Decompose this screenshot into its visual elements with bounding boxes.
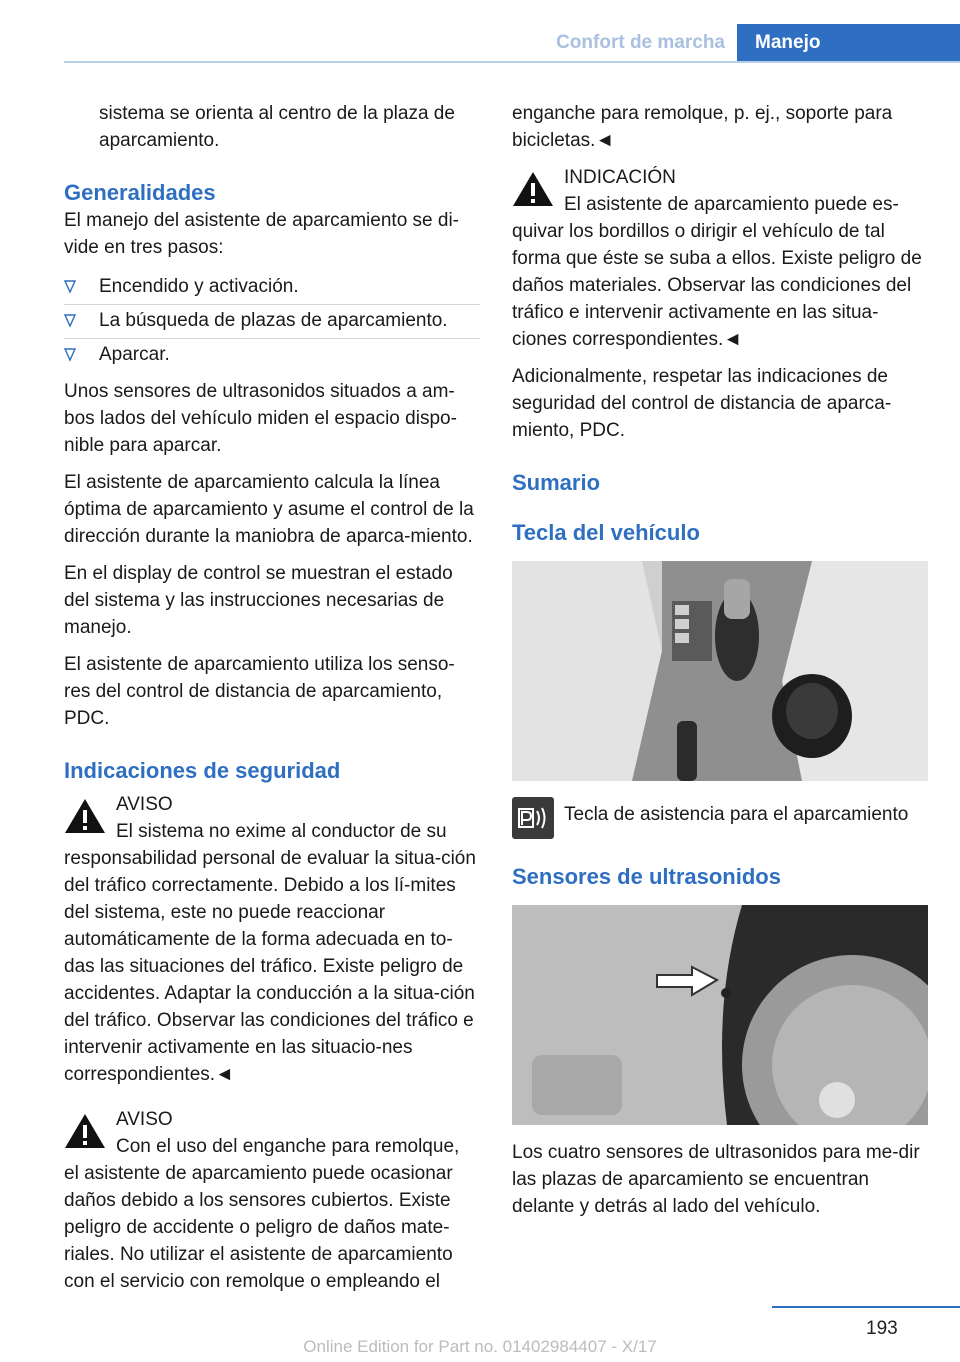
list-item (64, 271, 480, 305)
header-rule (64, 61, 960, 63)
edition-footer: Online Edition for Part no. 01402984407 - X/17 (303, 1337, 657, 1356)
note-block (512, 164, 928, 353)
steps-list (64, 271, 480, 372)
tecla-caption (512, 797, 928, 839)
list-item (64, 339, 480, 372)
paragraph-display: En el display de control se muestran el estado del sistema y las instrucciones necesarias de manejo. (64, 563, 453, 638)
warning-block (64, 791, 480, 1088)
paragraph-sensores: Los cuatro sensores de ultrasonidos para me‐dir las plazas de aparcamiento se encuentran delante y detrás al lado del vehículo. (512, 1142, 920, 1217)
intro-text: sistema se orienta al centro de la plaza de aparcamiento. (99, 103, 455, 151)
footer-rule (772, 1306, 960, 1308)
warning-triangle-icon (64, 797, 106, 835)
section-tab-manejo: Manejo (737, 24, 960, 62)
warning-title: AVISO (116, 794, 173, 815)
list-item-text: La búsqueda de plazas de aparcamiento. (99, 310, 448, 331)
paragraph-additional: Adicionalmente, respetar las indicaciones de seguridad del control de distancia de aparca‐miento, PDC. (512, 366, 892, 441)
heading-seguridad: Indicaciones de seguridad (64, 758, 341, 783)
triangle-bullet-icon (64, 314, 76, 328)
parking-assist-button-icon (512, 797, 554, 839)
warning-text: el asistente de aparcamiento puede ocasionar daños debido a los sensores cubiertos. Existe peligro de accidente o peligro de daños mate‐riales. No utilizar el asistente de aparcamiento con el servicio con remolque o empleando el (64, 1163, 453, 1292)
page-number: 193 (866, 1318, 898, 1339)
warning-triangle-icon (512, 170, 554, 208)
warning-first-line: Con el uso del enganche para remolque, (116, 1136, 460, 1157)
heading-generalidades: Generalidades (64, 180, 216, 205)
vehicle-button-photo (512, 561, 928, 781)
continued-text: enganche para remolque, p. ej., soporte para bicicletas.◄ (512, 103, 893, 151)
right-column (512, 100, 928, 1230)
warning-block (64, 1106, 480, 1295)
warning-triangle-icon (64, 1112, 106, 1150)
left-column (64, 100, 480, 1305)
heading-sensores: Sensores de ultrasonidos (512, 864, 781, 889)
center-console-illustration (512, 561, 928, 781)
section-tab-confort: Confort de marcha (556, 32, 725, 53)
triangle-bullet-icon (64, 280, 76, 294)
heading-sumario: Sumario (512, 470, 601, 495)
list-item-text: Encendido y activación. (99, 276, 299, 297)
list-item-text: Aparcar. (99, 344, 170, 365)
caption-text: Tecla de asistencia para el aparcamiento (564, 804, 909, 825)
warning-first-line: El sistema no exime al conductor de su (116, 821, 447, 842)
list-item (64, 305, 480, 339)
paragraph-pdc: El asistente de aparcamiento utiliza los senso‐res del control de distancia de aparcamiento, PDC. (64, 654, 455, 729)
warning-title: AVISO (116, 1109, 173, 1130)
paragraph-optimal-line: El asistente de aparcamiento calcula la línea óptima de aparcamiento y asume el control de la dirección durante la maniobra de aparca‐miento. (64, 472, 474, 547)
heading-tecla: Tecla del vehículo (512, 520, 700, 545)
triangle-bullet-icon (64, 348, 76, 362)
note-first-line: El asistente de aparcamiento puede es‐ (564, 194, 899, 215)
note-title: INDICACIÓN (564, 167, 676, 188)
sensor-photo (512, 905, 928, 1125)
warning-text: responsabilidad personal de evaluar la situa‐ción del tráfico correctamente. Debido a los lí‐mites del sistema, este no puede reaccionar automáticamente de la forma adecuada en to‐das las situaciones del tráfico. Existe peligro de accidentes. Adaptar la conducción a la situa‐ción del tráfico. Observar las condiciones del tráfico e intervenir activamente en las situacio‐nes correspondientes.◄ (64, 848, 476, 1085)
note-text: quivar los bordillos o dirigir el vehículo de tal forma que éste se suba a ellos. Existe peligro de daños materiales. Observar las condiciones del tráfico e intervenir activamente en las situa‐ciones correspondientes.◄ (512, 221, 922, 350)
bumper-sensor-illustration (512, 905, 928, 1125)
paragraph-sensors: Unos sensores de ultrasonidos situados a am‐bos lados del vehículo miden el espacio dispo‐nible para aparcar. (64, 381, 457, 456)
paragraph-steps-intro: El manejo del asistente de aparcamiento se di‐vide en tres pasos: (64, 210, 460, 258)
